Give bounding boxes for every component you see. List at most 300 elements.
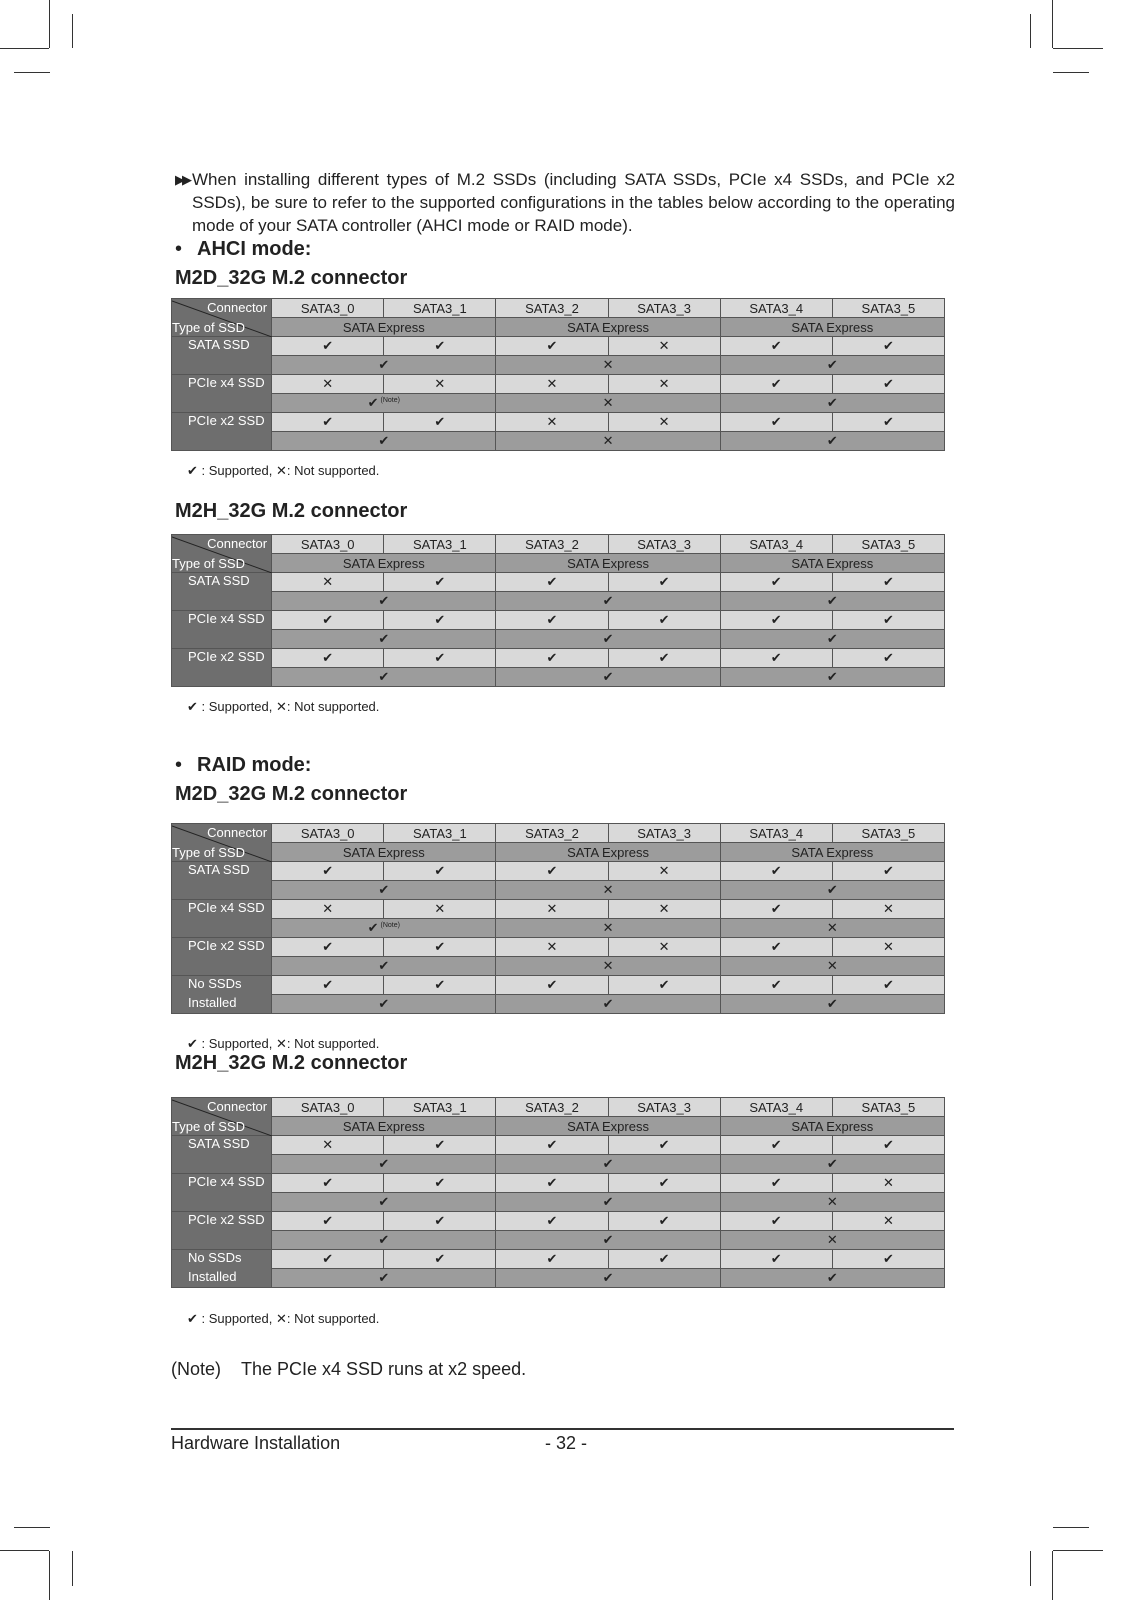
legend-not-supported: : Not supported. (286, 1036, 380, 1051)
table-legend (187, 1036, 379, 1052)
sata-express-group-header: SATA Express (496, 843, 720, 862)
ssd-type-label: SATA SSD (172, 573, 272, 611)
port-support-cell (272, 976, 384, 995)
sata-express-support-cell (496, 1269, 720, 1288)
legend-supported: : Supported, (201, 699, 273, 714)
check-icon: ✔ (826, 882, 838, 897)
port-support-cell (496, 938, 608, 957)
port-support-cell (272, 649, 384, 668)
compatibility-table (171, 534, 945, 687)
port-support-cell (496, 1136, 608, 1155)
port-support-cell (496, 1212, 608, 1231)
check-icon: ✔ (602, 1194, 614, 1209)
sata-express-support-cell (272, 432, 496, 451)
check-icon: ✔ (546, 338, 558, 353)
check-icon: ✔ (434, 414, 446, 429)
ssd-type-label: PCIe x4 SSD (172, 900, 272, 938)
port-support-cell (384, 649, 496, 668)
check-icon: ✔ (378, 1232, 390, 1247)
check-icon: ✔ (546, 1251, 558, 1266)
check-icon: ✔ (602, 1232, 614, 1247)
check-icon: ✔ (658, 1175, 670, 1190)
port-support-cell (608, 573, 720, 592)
sata-express-support-cell (496, 1231, 720, 1250)
check-icon: ✔ (882, 414, 894, 429)
port-support-cell (496, 611, 608, 630)
port-support-cell (384, 1174, 496, 1193)
check-icon: ✔ (882, 1251, 894, 1266)
check-icon: ✔ (378, 996, 390, 1011)
check-icon: ✔ (602, 669, 614, 684)
check-icon: ✔ (434, 939, 446, 954)
port-support-cell (608, 938, 720, 957)
check-icon: ✔ (826, 996, 838, 1011)
port-support-cell (832, 649, 944, 668)
table-corner-header (172, 1098, 272, 1136)
check-icon: ✔ (434, 977, 446, 992)
check-icon: ✔ (770, 1137, 782, 1152)
sata-express-support-cell (272, 995, 496, 1014)
check-icon: ✔ (378, 631, 390, 646)
check-icon: ✔ (546, 574, 558, 589)
cross-icon: ✕ (434, 901, 446, 916)
cross-icon: ✕ (658, 901, 670, 916)
ssd-type-label: SATA SSD (172, 1136, 272, 1174)
port-header: SATA3_1 (384, 299, 496, 318)
table-caption: M2H_32G M.2 connector (175, 1052, 408, 1074)
crop-mark (1052, 0, 1053, 48)
sata-express-group-header: SATA Express (496, 1117, 720, 1136)
sata-express-support-cell (720, 1155, 944, 1174)
sata-express-support-cell (272, 919, 496, 938)
check-icon: ✔ (826, 357, 838, 372)
check-icon: ✔ (658, 574, 670, 589)
port-support-cell (832, 413, 944, 432)
cross-icon: ✕ (602, 395, 614, 410)
check-icon: ✔ (602, 593, 614, 608)
check-icon: ✔ (770, 338, 782, 353)
port-support-cell (384, 1136, 496, 1155)
ssd-type-label: SATA SSD (172, 862, 272, 900)
port-support-cell (384, 900, 496, 919)
port-header: SATA3_5 (832, 824, 944, 843)
sata-express-support-cell (272, 1193, 496, 1212)
sata-express-group-header: SATA Express (720, 843, 944, 862)
compatibility-table (171, 823, 945, 1014)
cross-icon: ✕ (602, 958, 614, 973)
check-icon: ✔ (826, 631, 838, 646)
port-support-cell (832, 1212, 944, 1231)
crop-mark (0, 1550, 49, 1551)
sata-express-support-cell (720, 957, 944, 976)
port-support-cell (496, 375, 608, 394)
sata-express-support-cell (496, 1155, 720, 1174)
port-support-cell (720, 649, 832, 668)
port-support-cell (272, 1250, 384, 1269)
check-icon: ✔ (322, 338, 334, 353)
port-support-cell (272, 375, 384, 394)
port-support-cell (384, 862, 496, 881)
port-support-cell (832, 1136, 944, 1155)
sata-express-support-cell (496, 919, 720, 938)
check-icon: ✔ (770, 1213, 782, 1228)
sata-express-support-cell (272, 881, 496, 900)
check-icon: ✔ (434, 1175, 446, 1190)
sata-express-group-header: SATA Express (720, 554, 944, 573)
port-header: SATA3_2 (496, 1098, 608, 1117)
sata-express-support-cell (720, 432, 944, 451)
legend-supported: : Supported, (201, 1036, 273, 1051)
compatibility-table (171, 1097, 945, 1288)
port-support-cell (608, 976, 720, 995)
port-support-cell (832, 1250, 944, 1269)
crop-mark (49, 1551, 50, 1600)
port-support-cell (720, 1212, 832, 1231)
port-support-cell (496, 649, 608, 668)
cross-icon: ✕ (275, 463, 287, 478)
check-icon: ✔ (770, 650, 782, 665)
ssd-type-label: PCIe x2 SSD (172, 649, 272, 687)
sata-express-group-header: SATA Express (720, 318, 944, 337)
sata-express-support-cell (496, 630, 720, 649)
check-icon: ✔ (546, 650, 558, 665)
port-header: SATA3_2 (496, 299, 608, 318)
double-arrow-icon: ▶▶ (175, 172, 189, 187)
cross-icon: ✕ (275, 699, 287, 714)
port-header: SATA3_0 (272, 535, 384, 554)
legend-not-supported: : Not supported. (286, 699, 380, 714)
port-support-cell (496, 573, 608, 592)
check-icon: ✔ (322, 650, 334, 665)
sata-express-support-cell (272, 1231, 496, 1250)
sata-express-support-cell (272, 1155, 496, 1174)
ssd-type-label: PCIe x4 SSD (172, 1174, 272, 1212)
port-support-cell (720, 375, 832, 394)
crop-mark (1030, 1551, 1031, 1586)
check-icon: ✔ (770, 863, 782, 878)
check-icon: ✔ (434, 338, 446, 353)
port-header: SATA3_3 (608, 535, 720, 554)
port-header: SATA3_1 (384, 824, 496, 843)
ahci-mode-heading: • AHCI mode: (175, 238, 312, 260)
check-icon: ✔ (770, 612, 782, 627)
sata-express-support-cell (720, 592, 944, 611)
cross-icon: ✕ (322, 574, 334, 589)
check-icon: ✔ (826, 433, 838, 448)
sata-express-support-cell (720, 919, 944, 938)
sata-express-support-cell (496, 592, 720, 611)
check-icon: ✔ (434, 1213, 446, 1228)
port-support-cell (832, 938, 944, 957)
check-icon: ✔ (378, 1156, 390, 1171)
sata-express-group-header: SATA Express (272, 318, 496, 337)
port-support-cell (832, 611, 944, 630)
intro-text: When installing different types of M.2 SSDs (including SATA SSDs, PCIe x4 SSDs, and PCIe x2 SSDs), be sure to refer to the supported configurations in the tables below according to the operating mode of your SATA controller (AHCI mode or RAID mode). (192, 170, 955, 235)
crop-mark (14, 72, 50, 73)
check-icon: ✔ (187, 699, 198, 714)
port-support-cell (496, 976, 608, 995)
cross-icon: ✕ (826, 1194, 838, 1209)
port-support-cell (608, 649, 720, 668)
port-support-cell (272, 1212, 384, 1231)
cross-icon: ✕ (882, 901, 894, 916)
port-support-cell (832, 900, 944, 919)
check-icon: ✔ (322, 863, 334, 878)
port-support-cell (608, 375, 720, 394)
cross-icon: ✕ (546, 939, 558, 954)
sata-express-support-cell (720, 630, 944, 649)
sata-express-support-cell (720, 1269, 944, 1288)
check-icon: ✔ (770, 977, 782, 992)
port-support-cell (496, 1250, 608, 1269)
cross-icon: ✕ (826, 1232, 838, 1247)
check-icon: ✔ (770, 574, 782, 589)
check-icon: ✔ (434, 1251, 446, 1266)
check-icon: ✔ (434, 863, 446, 878)
sata-express-support-cell (720, 356, 944, 375)
sata-express-support-cell (272, 630, 496, 649)
corner-top-label: Connector (207, 1099, 268, 1114)
port-support-cell (384, 1212, 496, 1231)
port-header: SATA3_2 (496, 535, 608, 554)
ssd-type-label: No SSDs Installed (172, 1250, 272, 1288)
port-header: SATA3_1 (384, 1098, 496, 1117)
check-icon: ✔ (882, 612, 894, 627)
corner-bottom-label: Type of SSD (172, 556, 245, 571)
check-icon: ✔ (882, 376, 894, 391)
crop-mark (49, 0, 50, 48)
check-icon: ✔ (322, 977, 334, 992)
ssd-type-label: PCIe x2 SSD (172, 1212, 272, 1250)
footnote: (Note) The PCIe x4 SSD runs at x2 speed. (171, 1359, 527, 1379)
corner-top-label: Connector (207, 300, 268, 315)
crop-mark (72, 14, 73, 48)
port-support-cell (384, 573, 496, 592)
check-icon: ✔ (367, 395, 379, 410)
port-support-cell (720, 573, 832, 592)
cross-icon: ✕ (602, 433, 614, 448)
port-support-cell (608, 413, 720, 432)
crop-mark (14, 1527, 50, 1528)
sata-express-support-cell (720, 881, 944, 900)
check-icon: ✔ (187, 1036, 198, 1051)
cross-icon: ✕ (602, 357, 614, 372)
port-support-cell (496, 862, 608, 881)
corner-bottom-label: Type of SSD (172, 845, 245, 860)
legend-supported: : Supported, (201, 463, 273, 478)
cross-icon: ✕ (826, 920, 838, 935)
sata-express-group-header: SATA Express (496, 318, 720, 337)
port-support-cell (272, 862, 384, 881)
port-support-cell (272, 1174, 384, 1193)
port-header: SATA3_5 (832, 1098, 944, 1117)
port-support-cell (608, 1212, 720, 1231)
sata-express-support-cell (496, 432, 720, 451)
port-header: SATA3_4 (720, 824, 832, 843)
port-header: SATA3_3 (608, 299, 720, 318)
port-support-cell (832, 1174, 944, 1193)
port-support-cell (272, 938, 384, 957)
port-support-cell (720, 1250, 832, 1269)
crop-mark (1052, 1551, 1053, 1600)
crop-mark (1053, 72, 1089, 73)
check-icon: ✔ (826, 1270, 838, 1285)
check-icon: ✔ (434, 1137, 446, 1152)
port-support-cell (384, 938, 496, 957)
footer-section-title: Hardware Installation (171, 1433, 341, 1453)
sata-express-support-cell (720, 1231, 944, 1250)
check-icon: ✔ (658, 1137, 670, 1152)
footer-rule (171, 1428, 954, 1430)
check-icon: ✔ (378, 433, 390, 448)
port-header: SATA3_0 (272, 824, 384, 843)
check-icon: ✔ (322, 612, 334, 627)
check-icon: ✔ (882, 338, 894, 353)
port-header: SATA3_4 (720, 535, 832, 554)
port-header: SATA3_5 (832, 535, 944, 554)
note-tag: (Note) (380, 921, 400, 929)
legend-supported: : Supported, (201, 1311, 273, 1326)
corner-bottom-label: Type of SSD (172, 320, 245, 335)
sata-express-support-cell (272, 394, 496, 413)
check-icon: ✔ (602, 631, 614, 646)
check-icon: ✔ (322, 939, 334, 954)
port-header: SATA3_3 (608, 824, 720, 843)
check-icon: ✔ (770, 901, 782, 916)
sata-express-support-cell (272, 592, 496, 611)
check-icon: ✔ (378, 958, 390, 973)
port-support-cell (384, 1250, 496, 1269)
port-support-cell (496, 337, 608, 356)
check-icon: ✔ (378, 357, 390, 372)
sata-express-support-cell (720, 394, 944, 413)
cross-icon: ✕ (322, 901, 334, 916)
ssd-type-label: PCIe x2 SSD (172, 938, 272, 976)
sata-express-support-cell (720, 995, 944, 1014)
sata-express-group-header: SATA Express (720, 1117, 944, 1136)
port-support-cell (384, 611, 496, 630)
cross-icon: ✕ (602, 920, 614, 935)
port-support-cell (272, 1136, 384, 1155)
crop-mark (1030, 14, 1031, 48)
note-marker (368, 920, 400, 935)
check-icon: ✔ (378, 669, 390, 684)
port-header: SATA3_1 (384, 535, 496, 554)
check-icon: ✔ (322, 414, 334, 429)
cross-icon: ✕ (882, 939, 894, 954)
crop-mark (1053, 48, 1103, 49)
port-support-cell (720, 413, 832, 432)
cross-icon: ✕ (546, 414, 558, 429)
cross-icon: ✕ (658, 338, 670, 353)
cross-icon: ✕ (275, 1036, 287, 1051)
cross-icon: ✕ (658, 863, 670, 878)
check-icon: ✔ (658, 650, 670, 665)
table-corner-header (172, 824, 272, 862)
port-support-cell (272, 900, 384, 919)
port-header: SATA3_4 (720, 299, 832, 318)
intro-paragraph (175, 168, 955, 237)
table-corner-header (172, 535, 272, 573)
check-icon: ✔ (658, 612, 670, 627)
check-icon: ✔ (322, 1251, 334, 1266)
port-header: SATA3_0 (272, 1098, 384, 1117)
port-header: SATA3_3 (608, 1098, 720, 1117)
port-support-cell (496, 1174, 608, 1193)
check-icon: ✔ (602, 1156, 614, 1171)
sata-express-support-cell (272, 668, 496, 687)
sata-express-support-cell (496, 881, 720, 900)
table-caption: M2D_32G M.2 connector (175, 267, 408, 289)
check-icon: ✔ (658, 1213, 670, 1228)
check-icon: ✔ (770, 414, 782, 429)
port-support-cell (608, 1174, 720, 1193)
port-support-cell (720, 938, 832, 957)
sata-express-support-cell (720, 1193, 944, 1212)
port-support-cell (720, 976, 832, 995)
sata-express-support-cell (272, 957, 496, 976)
port-support-cell (384, 976, 496, 995)
check-icon: ✔ (882, 574, 894, 589)
check-icon: ✔ (826, 593, 838, 608)
check-icon: ✔ (546, 1213, 558, 1228)
port-support-cell (720, 611, 832, 630)
check-icon: ✔ (882, 1137, 894, 1152)
ssd-type-label: PCIe x4 SSD (172, 375, 272, 413)
port-support-cell (272, 573, 384, 592)
sata-express-support-cell (496, 957, 720, 976)
legend-not-supported: : Not supported. (286, 463, 380, 478)
crop-mark (1053, 1527, 1089, 1528)
sata-express-group-header: SATA Express (272, 1117, 496, 1136)
check-icon: ✔ (546, 1137, 558, 1152)
check-icon: ✔ (826, 395, 838, 410)
check-icon: ✔ (187, 1311, 198, 1326)
check-icon: ✔ (602, 996, 614, 1011)
table-corner-header (172, 299, 272, 337)
check-icon: ✔ (882, 977, 894, 992)
port-support-cell (384, 375, 496, 394)
port-header: SATA3_0 (272, 299, 384, 318)
check-icon: ✔ (826, 669, 838, 684)
port-support-cell (720, 1136, 832, 1155)
corner-top-label: Connector (207, 825, 268, 840)
check-icon: ✔ (378, 1270, 390, 1285)
crop-mark (72, 1551, 73, 1586)
port-support-cell (608, 862, 720, 881)
port-support-cell (832, 862, 944, 881)
cross-icon: ✕ (882, 1175, 894, 1190)
port-support-cell (832, 976, 944, 995)
ssd-type-label: PCIe x2 SSD (172, 413, 272, 451)
compatibility-table (171, 298, 945, 451)
port-support-cell (496, 900, 608, 919)
port-header: SATA3_2 (496, 824, 608, 843)
check-icon: ✔ (378, 882, 390, 897)
check-icon: ✔ (434, 650, 446, 665)
note-marker (368, 395, 400, 410)
ssd-type-label: SATA SSD (172, 337, 272, 375)
port-support-cell (272, 611, 384, 630)
port-support-cell (832, 337, 944, 356)
check-icon: ✔ (546, 863, 558, 878)
sata-express-support-cell (272, 1269, 496, 1288)
check-icon: ✔ (882, 863, 894, 878)
check-icon: ✔ (378, 1194, 390, 1209)
crop-mark (0, 48, 49, 49)
table-caption: M2H_32G M.2 connector (175, 500, 408, 522)
sata-express-group-header: SATA Express (272, 554, 496, 573)
